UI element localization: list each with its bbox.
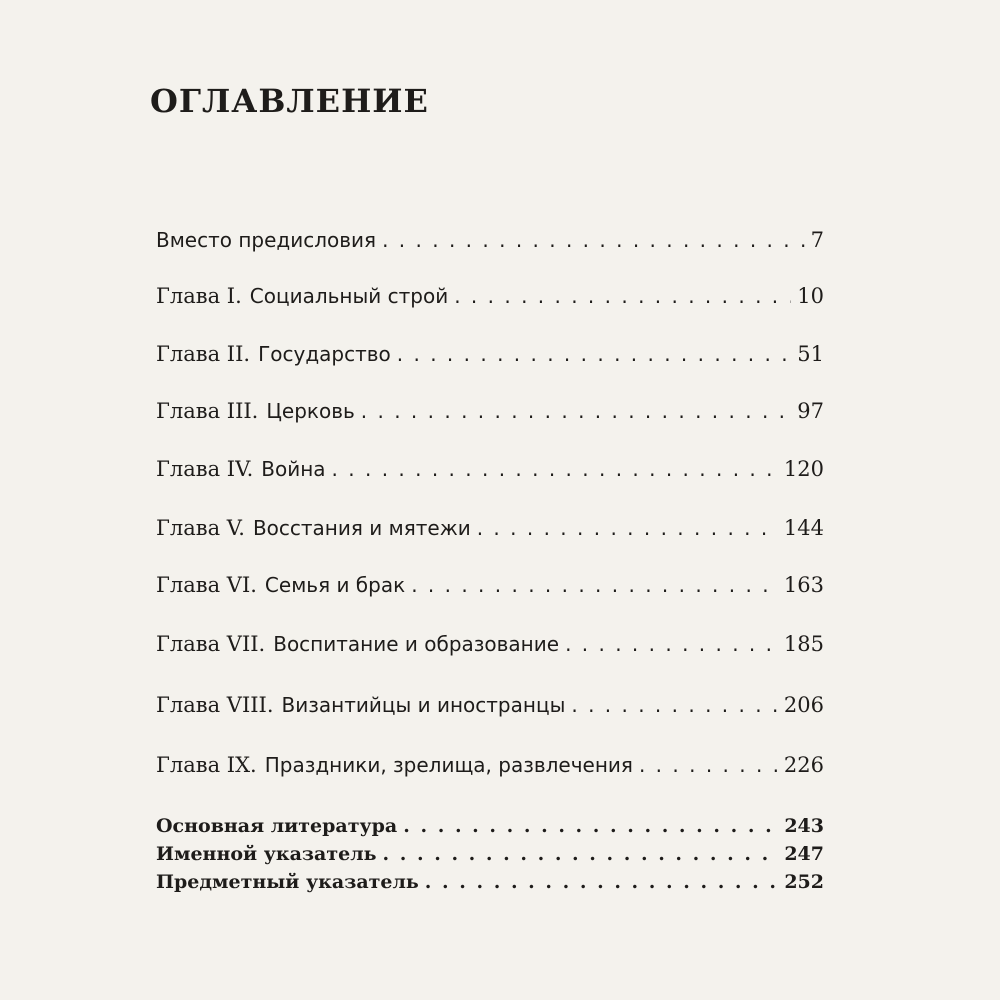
toc-page-number: 163 — [783, 573, 824, 597]
toc-chapter-number: Глава V. — [156, 516, 245, 540]
toc-entry-label: Византийцы и иностранцы — [281, 693, 566, 717]
toc-chapter-number: Глава I. — [156, 284, 242, 308]
toc-page-number: 144 — [783, 516, 824, 540]
toc-page-number: 206 — [783, 693, 824, 717]
toc-entry-chapter-5 — [156, 516, 824, 540]
toc-leader-dots — [361, 399, 791, 423]
toc-leader-dots — [411, 573, 778, 597]
toc-leader-dots — [403, 815, 778, 837]
toc-leader-dots — [382, 228, 805, 252]
toc-entry-chapter-2 — [156, 342, 824, 366]
toc-entry-label: Вместо предисловия — [156, 228, 377, 252]
toc-leader-dots — [397, 342, 791, 366]
toc-chapter-number: Глава VIII. — [156, 693, 274, 717]
toc-page-number: 97 — [797, 399, 824, 423]
toc-entry-bibliography — [156, 815, 824, 837]
toc-entry-label: Семья и брак — [264, 573, 406, 597]
toc-leader-dots — [454, 284, 791, 308]
toc-page-number: 120 — [783, 457, 824, 481]
toc-leader-dots — [639, 753, 778, 777]
toc-leader-dots — [565, 632, 778, 656]
toc-page-number: 185 — [783, 632, 824, 656]
toc-entry-label: Государство — [258, 342, 391, 366]
toc-entry-label: Праздники, зрелища, развлечения — [264, 753, 633, 777]
toc-entry-label: Церковь — [266, 399, 355, 423]
toc-chapter-number: Глава III. — [156, 399, 259, 423]
toc-page-number: 252 — [784, 871, 824, 893]
toc-chapter-number: Глава IX. — [156, 753, 257, 777]
toc-entry-name-index — [156, 843, 824, 865]
toc-page-number: 10 — [797, 284, 824, 308]
toc-entry-label: Социальный строй — [249, 284, 449, 308]
toc-page-number: 7 — [810, 228, 824, 252]
toc-leader-dots — [477, 516, 778, 540]
toc-entry-chapter-3 — [156, 399, 824, 423]
toc-page-number: 243 — [784, 815, 824, 837]
toc-entry-chapter-4 — [156, 457, 824, 481]
toc-entry-chapter-7 — [156, 632, 824, 656]
toc-leader-dots — [383, 843, 779, 865]
toc-entry-label: Война — [261, 457, 326, 481]
toc-chapter-number: Глава VI. — [156, 573, 257, 597]
toc-entry-label: Основная литература — [156, 815, 398, 837]
toc-entry-chapter-1 — [156, 284, 824, 308]
toc-entry-foreword — [156, 228, 824, 252]
toc-entry-chapter-8 — [156, 693, 824, 717]
toc-entry-label: Воспитание и образование — [273, 632, 560, 656]
toc-leader-dots — [571, 693, 778, 717]
toc-entry-chapter-6 — [156, 573, 824, 597]
page-title: ОГЛАВЛЕНИЕ — [150, 82, 429, 120]
toc-page-number: 226 — [783, 753, 824, 777]
toc-entry-label: Восстания и мятежи — [252, 516, 471, 540]
toc-entry-label: Предметный указатель — [156, 871, 419, 893]
toc-entry-label: Именной указатель — [156, 843, 377, 865]
toc-leader-dots — [332, 457, 778, 481]
toc-chapter-number: Глава VII. — [156, 632, 266, 656]
toc-chapter-number: Глава II. — [156, 342, 251, 366]
toc-page-number: 247 — [784, 843, 824, 865]
toc-entry-subject-index — [156, 871, 824, 893]
toc-chapter-number: Глава IV. — [156, 457, 254, 481]
toc-leader-dots — [425, 871, 779, 893]
toc-page-number: 51 — [797, 342, 824, 366]
toc-entry-chapter-9 — [156, 753, 824, 777]
